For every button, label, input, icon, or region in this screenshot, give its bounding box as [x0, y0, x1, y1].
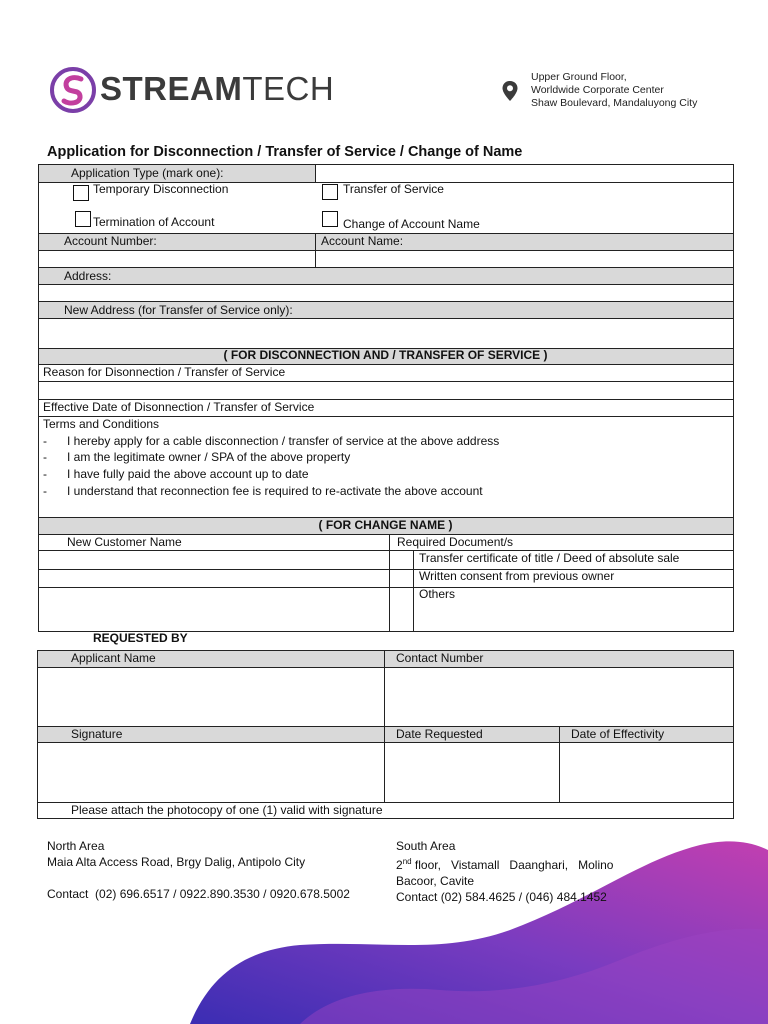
change-name-section-header: ( FOR CHANGE NAME ) — [318, 518, 453, 532]
document-check-cell[interactable] — [390, 551, 413, 569]
termination-label: Termination of Account — [93, 215, 215, 229]
date-effectivity-field[interactable] — [560, 743, 733, 802]
south-area-address: floor, Vistamall Daanghari, Molino — [411, 858, 614, 872]
terms-title: Terms and Conditions — [43, 417, 160, 431]
new-address-field[interactable] — [39, 319, 733, 348]
account-name-field[interactable] — [316, 251, 733, 267]
applicant-name-label: Applicant Name — [71, 651, 156, 665]
applicant-name-field[interactable] — [38, 668, 384, 726]
reason-label: Reason for Disonnection / Transfer of Service — [43, 365, 286, 379]
requested-by-heading: REQUESTED BY — [93, 631, 188, 645]
account-name-label: Account Name: — [321, 234, 404, 248]
transfer-of-service-checkbox[interactable] — [322, 184, 338, 200]
terms-item-text: I have fully paid the above account up to date — [67, 467, 309, 481]
change-account-name-checkbox[interactable] — [322, 211, 338, 227]
account-number-label: Account Number: — [64, 234, 157, 248]
new-customer-name-label: New Customer Name — [67, 535, 182, 549]
south-area-title: South Area — [396, 839, 456, 853]
terms-item: - I have fully paid the above account up to date — [43, 467, 309, 481]
south-area-floor-suffix: nd — [402, 857, 412, 866]
document-item: Others — [419, 587, 456, 601]
new-address-label: New Address (for Transfer of Service only): — [64, 303, 293, 317]
hq-address-line3: Shaw Boulevard, Mandaluyong City — [531, 97, 698, 109]
new-customer-name-field[interactable] — [39, 551, 389, 631]
attach-note: Please attach the photocopy of one (1) valid with signature — [71, 803, 383, 817]
form-title: Application for Disconnection / Transfer of Service / Change of Name — [47, 144, 523, 160]
location-pin-icon — [501, 80, 519, 107]
date-requested-label: Date Requested — [396, 727, 483, 741]
date-requested-field[interactable] — [385, 743, 559, 802]
terms-item-text: I hereby apply for a cable disconnection / transfer of service at the above address — [67, 434, 500, 448]
temporary-disconnection-checkbox[interactable] — [73, 185, 89, 201]
address-field[interactable] — [39, 285, 733, 301]
south-area-contact: Contact (02) 584.4625 / (046) 484.1452 — [396, 890, 607, 904]
contact-number-label: Contact Number — [396, 651, 484, 665]
effective-date-label: Effective Date of Disonnection / Transfer of Service — [43, 400, 315, 414]
contact-number-field[interactable] — [385, 668, 733, 726]
termination-checkbox[interactable] — [75, 211, 91, 227]
change-account-name-label: Change of Account Name — [343, 217, 480, 231]
terms-item: - I hereby apply for a cable disconnection / transfer of service at the above address — [43, 434, 500, 448]
document-check-cell[interactable] — [390, 588, 413, 631]
disconnection-section-header: ( FOR DISCONNECTION AND / TRANSFER OF SERVICE ) — [223, 348, 548, 362]
brand-name-prefix: STREAM — [100, 70, 243, 107]
hq-address — [531, 71, 697, 110]
transfer-of-service-label: Transfer of Service — [343, 182, 444, 196]
terms-item-text: I am the legitimate owner / SPA of the above property — [67, 450, 351, 464]
north-area-block — [47, 838, 350, 902]
terms-item: - I understand that reconnection fee is required to re-activate the above account — [43, 484, 483, 498]
brand-name-suffix: TECH — [242, 70, 335, 107]
north-area-contact: Contact (02) 696.6517 / 0922.890.3530 / 0920.678.5002 — [47, 887, 350, 901]
south-area-block — [396, 838, 613, 905]
signature-label: Signature — [71, 727, 123, 741]
document-item: Transfer certificate of title / Deed of absolute sale — [419, 551, 680, 565]
document-item: Written consent from previous owner — [419, 569, 615, 583]
terms-item: - I am the legitimate owner / SPA of the above property — [43, 450, 351, 464]
north-area-title: North Area — [47, 839, 105, 853]
hq-address-line1: Upper Ground Floor, — [531, 71, 627, 83]
south-area-floor-number: 2 — [396, 858, 403, 872]
date-effectivity-label: Date of Effectivity — [571, 727, 665, 741]
address-label: Address: — [64, 269, 112, 283]
required-documents-label: Required Document/s — [397, 535, 514, 549]
south-area-address-line2: Bacoor, Cavite — [396, 874, 475, 888]
reason-field[interactable] — [39, 382, 733, 399]
brand-logo — [50, 67, 96, 113]
north-area-address: Maia Alta Access Road, Brgy Dalig, Antipolo City — [47, 855, 306, 869]
terms-item-text: I understand that reconnection fee is required to re-activate the above account — [67, 484, 483, 498]
account-number-field[interactable] — [39, 251, 315, 267]
hq-address-line2: Worldwide Corporate Center — [531, 84, 664, 96]
brand-name — [100, 70, 334, 108]
temporary-disconnection-label: Temporary Disconnection — [93, 182, 229, 196]
application-type-label: Application Type (mark one): — [71, 166, 224, 180]
document-check-cell[interactable] — [390, 570, 413, 587]
signature-field[interactable] — [38, 743, 384, 802]
